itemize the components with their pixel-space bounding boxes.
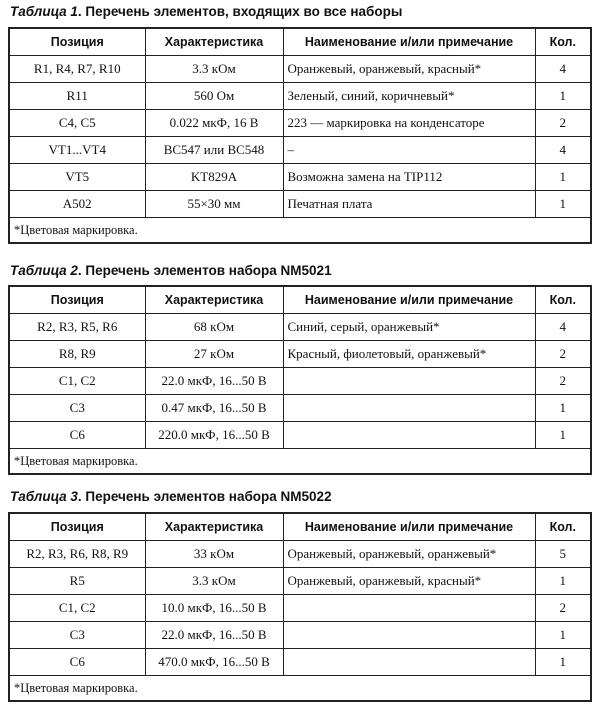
cell-characteristic: 3.3 кОм <box>145 568 283 595</box>
cell-position: A502 <box>9 191 145 218</box>
cell-name-note: Синий, серый, оранжевый* <box>283 314 535 341</box>
cell-quantity: 1 <box>535 649 591 676</box>
cell-characteristic: 0.47 мкФ, 16...50 В <box>145 395 283 422</box>
table-row <box>9 541 591 568</box>
cell-name-note: Оранжевый, оранжевый, красный* <box>283 56 535 83</box>
cell-quantity: 4 <box>535 314 591 341</box>
table3-caption: Таблица 3. Перечень элементов набора NM5022 <box>10 489 332 504</box>
table-row <box>9 341 591 368</box>
cell-name-note: – <box>283 137 535 164</box>
cell-quantity: 2 <box>535 110 591 137</box>
cell-characteristic: 220.0 мкФ, 16...50 В <box>145 422 283 449</box>
table3-body <box>9 541 591 676</box>
cell-name-note: Оранжевый, оранжевый, оранжевый* <box>283 541 535 568</box>
table-row <box>9 568 591 595</box>
cell-position: C6 <box>9 422 145 449</box>
cell-position: C4, C5 <box>9 110 145 137</box>
table2 <box>8 285 592 475</box>
cell-position: R5 <box>9 568 145 595</box>
cell-name-note <box>283 649 535 676</box>
cell-quantity: 1 <box>535 83 591 110</box>
cell-position: C6 <box>9 649 145 676</box>
cell-name-note: Печатная плата <box>283 191 535 218</box>
table-row <box>9 368 591 395</box>
header-quantity: Кол. <box>535 28 591 56</box>
table1 <box>8 27 592 244</box>
cell-quantity: 2 <box>535 595 591 622</box>
table-row <box>9 422 591 449</box>
cell-characteristic: 470.0 мкФ, 16...50 В <box>145 649 283 676</box>
cell-characteristic: 33 кОм <box>145 541 283 568</box>
table-row <box>9 83 591 110</box>
table2-header-row <box>9 286 591 314</box>
table3-header-row <box>9 513 591 541</box>
table-row <box>9 314 591 341</box>
table-row <box>9 191 591 218</box>
cell-quantity: 1 <box>535 622 591 649</box>
header-characteristic: Характеристика <box>145 286 283 314</box>
cell-characteristic: 55×30 мм <box>145 191 283 218</box>
table1-header-row <box>9 28 591 56</box>
cell-quantity: 1 <box>535 395 591 422</box>
table1-caption: Таблица 1. Перечень элементов, входящих во все наборы <box>10 4 403 19</box>
header-name-note: Наименование и/или примечание <box>283 513 535 541</box>
cell-name-note <box>283 395 535 422</box>
table-row <box>9 395 591 422</box>
cell-position: C1, C2 <box>9 368 145 395</box>
cell-quantity: 1 <box>535 191 591 218</box>
cell-name-note <box>283 622 535 649</box>
table1-body <box>9 56 591 218</box>
table3 <box>8 512 592 702</box>
cell-characteristic: 0.022 мкФ, 16 В <box>145 110 283 137</box>
cell-characteristic: 3.3 кОм <box>145 56 283 83</box>
cell-characteristic: 27 кОм <box>145 341 283 368</box>
cell-name-note: Красный, фиолетовый, оранжевый* <box>283 341 535 368</box>
cell-position: VT5 <box>9 164 145 191</box>
cell-characteristic: BC547 или BC548 <box>145 137 283 164</box>
cell-position: C3 <box>9 395 145 422</box>
cell-characteristic: 22.0 мкФ, 16...50 В <box>145 368 283 395</box>
cell-name-note: Оранжевый, оранжевый, красный* <box>283 568 535 595</box>
table-row <box>9 110 591 137</box>
cell-position: VT1...VT4 <box>9 137 145 164</box>
cell-position: C1, C2 <box>9 595 145 622</box>
cell-quantity: 2 <box>535 368 591 395</box>
table-row <box>9 164 591 191</box>
cell-characteristic: 68 кОм <box>145 314 283 341</box>
table-row <box>9 137 591 164</box>
header-characteristic: Характеристика <box>145 513 283 541</box>
footnote: *Цветовая маркировка. <box>9 676 591 702</box>
cell-quantity: 2 <box>535 341 591 368</box>
cell-name-note <box>283 595 535 622</box>
cell-name-note: Зеленый, синий, коричневый* <box>283 83 535 110</box>
header-name-note: Наименование и/или примечание <box>283 286 535 314</box>
cell-characteristic: 10.0 мкФ, 16...50 В <box>145 595 283 622</box>
cell-characteristic: KT829A <box>145 164 283 191</box>
cell-position: R2, R3, R5, R6 <box>9 314 145 341</box>
cell-position: R11 <box>9 83 145 110</box>
cell-position: R2, R3, R6, R8, R9 <box>9 541 145 568</box>
cell-position: R8, R9 <box>9 341 145 368</box>
cell-quantity: 1 <box>535 422 591 449</box>
header-quantity: Кол. <box>535 286 591 314</box>
footnote: *Цветовая маркировка. <box>9 218 591 244</box>
table-row <box>9 649 591 676</box>
table-row <box>9 595 591 622</box>
header-characteristic: Характеристика <box>145 28 283 56</box>
cell-quantity: 4 <box>535 56 591 83</box>
table-row <box>9 622 591 649</box>
cell-characteristic: 22.0 мкФ, 16...50 В <box>145 622 283 649</box>
table2-body <box>9 314 591 449</box>
header-name-note: Наименование и/или примечание <box>283 28 535 56</box>
header-position: Позиция <box>9 286 145 314</box>
cell-quantity: 5 <box>535 541 591 568</box>
header-quantity: Кол. <box>535 513 591 541</box>
cell-quantity: 4 <box>535 137 591 164</box>
cell-name-note <box>283 368 535 395</box>
cell-name-note: Возможна замена на TIP112 <box>283 164 535 191</box>
table2-caption: Таблица 2. Перечень элементов набора NM5021 <box>10 263 332 278</box>
cell-position: R1, R4, R7, R10 <box>9 56 145 83</box>
header-position: Позиция <box>9 513 145 541</box>
footnote: *Цветовая маркировка. <box>9 449 591 475</box>
cell-name-note: 223 — маркировка на конденсаторе <box>283 110 535 137</box>
cell-quantity: 1 <box>535 164 591 191</box>
cell-name-note <box>283 422 535 449</box>
cell-characteristic: 560 Ом <box>145 83 283 110</box>
cell-quantity: 1 <box>535 568 591 595</box>
table-row <box>9 56 591 83</box>
cell-position: C3 <box>9 622 145 649</box>
header-position: Позиция <box>9 28 145 56</box>
